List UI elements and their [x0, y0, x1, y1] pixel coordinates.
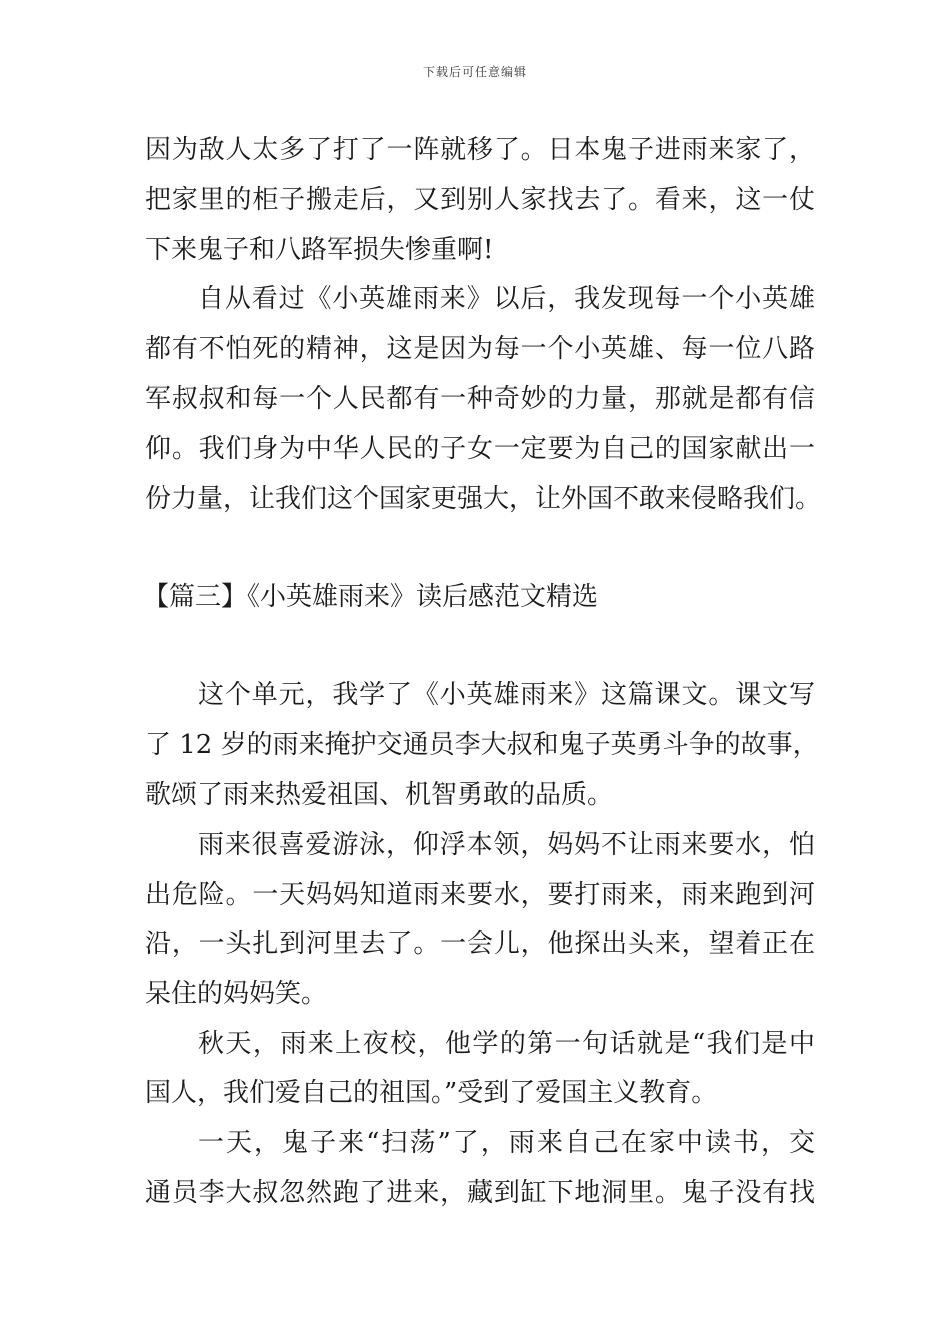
text-line: 份力量，让我们这个国家更强大，让外国不敢来侵略我们。: [145, 484, 822, 514]
page-header: 下载后可任意编辑: [422, 65, 527, 79]
text-line: 秋天，雨来上夜校，他学的第一句话就是“我们是中: [198, 1029, 815, 1059]
text-line: 雨来很喜爱游泳，仰浮本领，妈妈不让雨来要水，怕: [198, 830, 815, 860]
text-line: 歌颂了雨来热爱祖国、机智勇敢的品质。: [145, 780, 614, 810]
text-line: 仰。我们身为中华人民的子女一定要为自己的国家献出一: [145, 434, 815, 464]
text-line: 了 12 岁的雨来掩护交通员李大叔和鬼子英勇斗争的故事，: [145, 730, 819, 760]
text-line: 自从看过《小英雄雨来》以后，我发现每一个小英雄: [198, 284, 815, 314]
text-line: 因为敌人太多了打了一阵就移了。日本鬼子进雨来家了，: [145, 135, 815, 165]
text-line: 国人，我们爱自己的祖国。”受到了爱国主义教育。: [145, 1078, 718, 1108]
text-line: 这个单元，我学了《小英雄雨来》这篇课文。课文写: [198, 680, 815, 710]
text-line: 通员李大叔忽然跑了进来，藏到缸下地洞里。鬼子没有找: [145, 1178, 815, 1208]
section-heading: 【篇三】《小英雄雨来》读后感范文精选: [143, 582, 599, 612]
text-line: 一天，鬼子来“扫荡”了，雨来自己在家中读书，交: [198, 1128, 815, 1158]
text-line: 出危险。一天妈妈知道雨来要水，要打雨来，雨来跑到河: [145, 880, 815, 910]
text-line: 军叔叔和每一个人民都有一种奇妙的力量，那就是都有信: [145, 384, 815, 414]
text-line: 沿，一头扎到河里去了。一会儿，他探出头来，望着正在: [145, 929, 815, 959]
text-line: 呆住的妈妈笑。: [145, 979, 328, 1009]
text-line: 下来鬼子和八路军损失惨重啊!: [145, 235, 494, 265]
text-line: 把家里的柜子搬走后，又到别人家找去了。看来，这一仗: [145, 185, 815, 215]
text-line: 都有不怕死的精神，这是因为每一个小英雄、每一位八路: [145, 334, 815, 364]
